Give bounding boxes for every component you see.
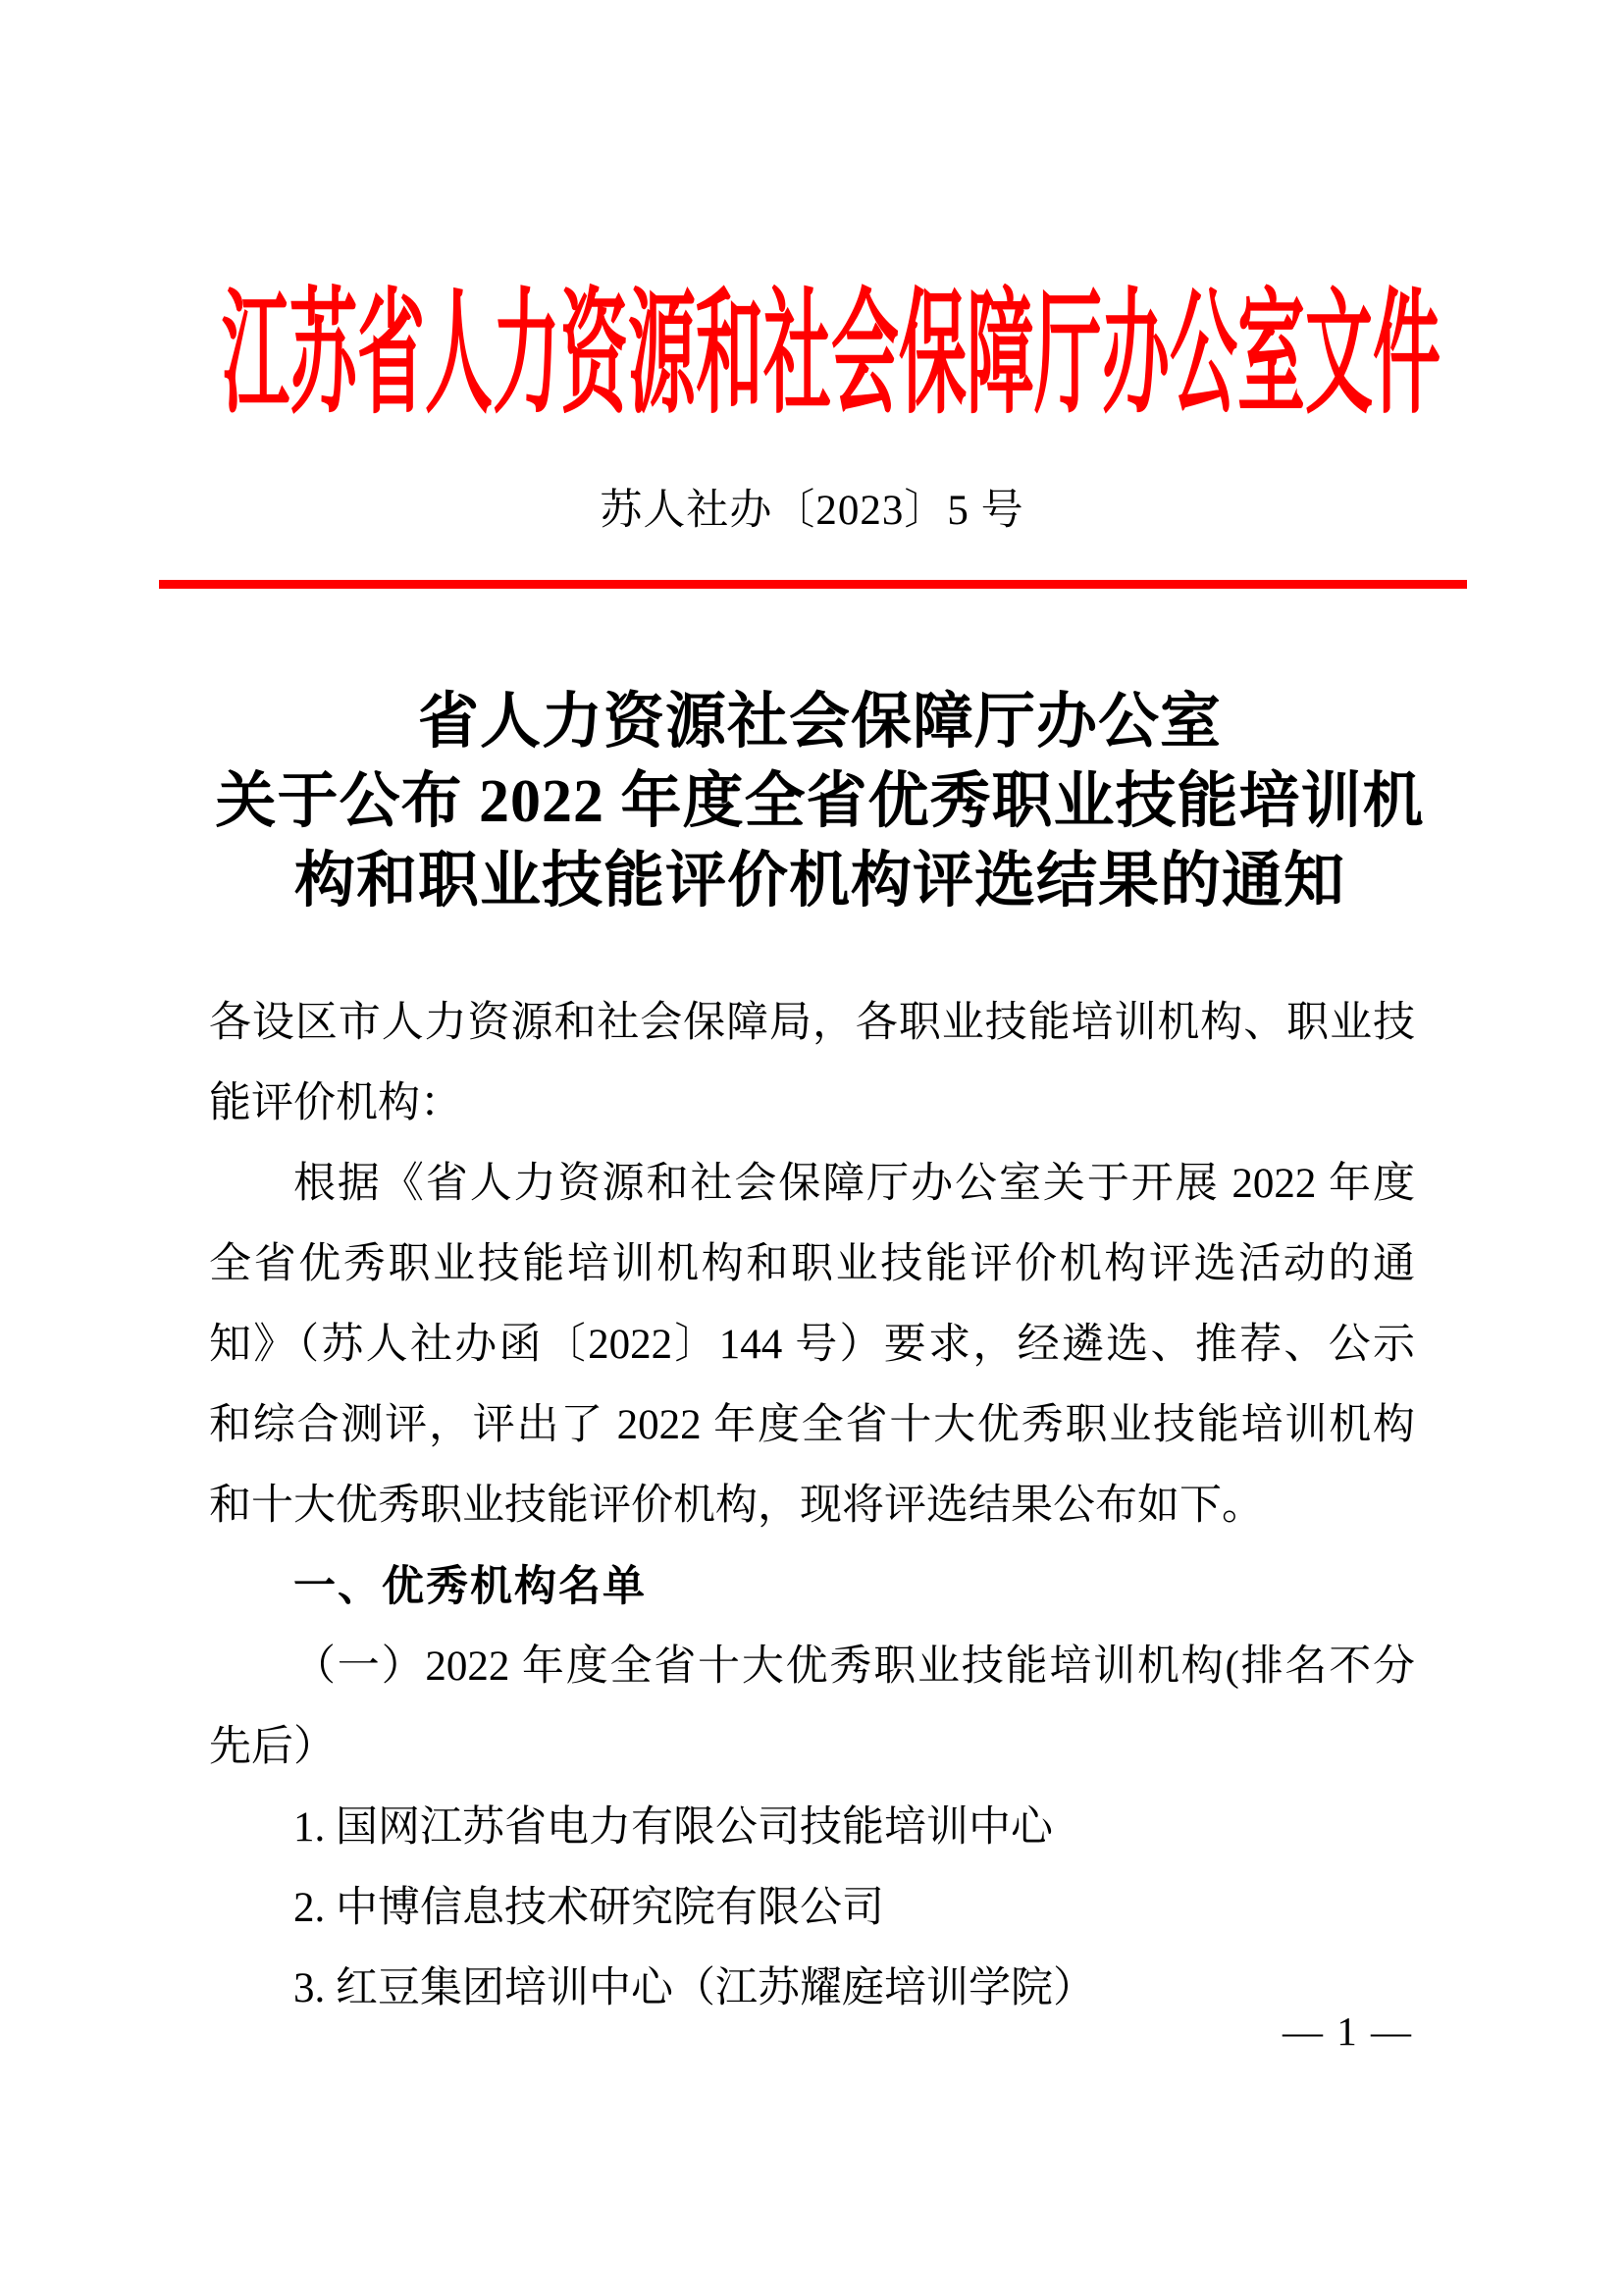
body-line-salutation-1: 各设区市人力资源和社会保障局，各职业技能培训机构、职业技 xyxy=(209,1000,1415,1046)
document-title xyxy=(16,683,1624,921)
title-line-3: 构和职业技能评价机构评选结果的通知 xyxy=(293,848,1345,914)
body-line-para-1: 根据《省人力资源和社会保障厅办公室关于开展 2022 年度 xyxy=(293,1161,1415,1207)
body-line-para-3: 知》（苏人社办函〔2022〕144 号）要求，经遴选、推荐、公示 xyxy=(209,1322,1415,1368)
body-line-para-5: 和十大优秀职业技能评价机构，现将评选结果公布如下。 xyxy=(209,1483,1264,1529)
document-number: 苏人社办〔2023〕5 号 xyxy=(600,488,1024,534)
body-line-salutation-2: 能评价机构： xyxy=(209,1080,462,1126)
document-body xyxy=(209,983,1415,2029)
subsection-heading-1: （一）2022 年度全省十大优秀职业技能培训机构(排名不分 xyxy=(293,1644,1415,1690)
letterhead-org-title: 江苏省人力资源和社会保障厅办公室文件 xyxy=(222,281,1441,430)
page-number: — 1 — xyxy=(1283,2009,1413,2054)
list-item-1: 1. 国网江苏省电力有限公司技能培训中心 xyxy=(293,1804,1053,1851)
title-line-1: 省人力资源社会保障厅办公室 xyxy=(417,689,1222,756)
title-line-2: 关于公布 2022 年度全省优秀职业技能培训机 xyxy=(215,768,1425,835)
section-heading: 一、优秀机构名单 xyxy=(293,1563,647,1610)
subsection-heading-2: 先后） xyxy=(209,1724,336,1770)
red-divider-line xyxy=(159,580,1467,589)
list-item-3: 3. 红豆集团培训中心（江苏耀庭培训学院） xyxy=(293,1965,1095,2011)
body-line-para-4: 和综合测评，评出了 2022 年度全省十大优秀职业技能培训机构 xyxy=(209,1402,1415,1448)
body-line-para-2: 全省优秀职业技能培训机构和职业技能评价机构评选活动的通 xyxy=(209,1241,1415,1287)
list-item-2: 2. 中博信息技术研究院有限公司 xyxy=(293,1885,884,1931)
